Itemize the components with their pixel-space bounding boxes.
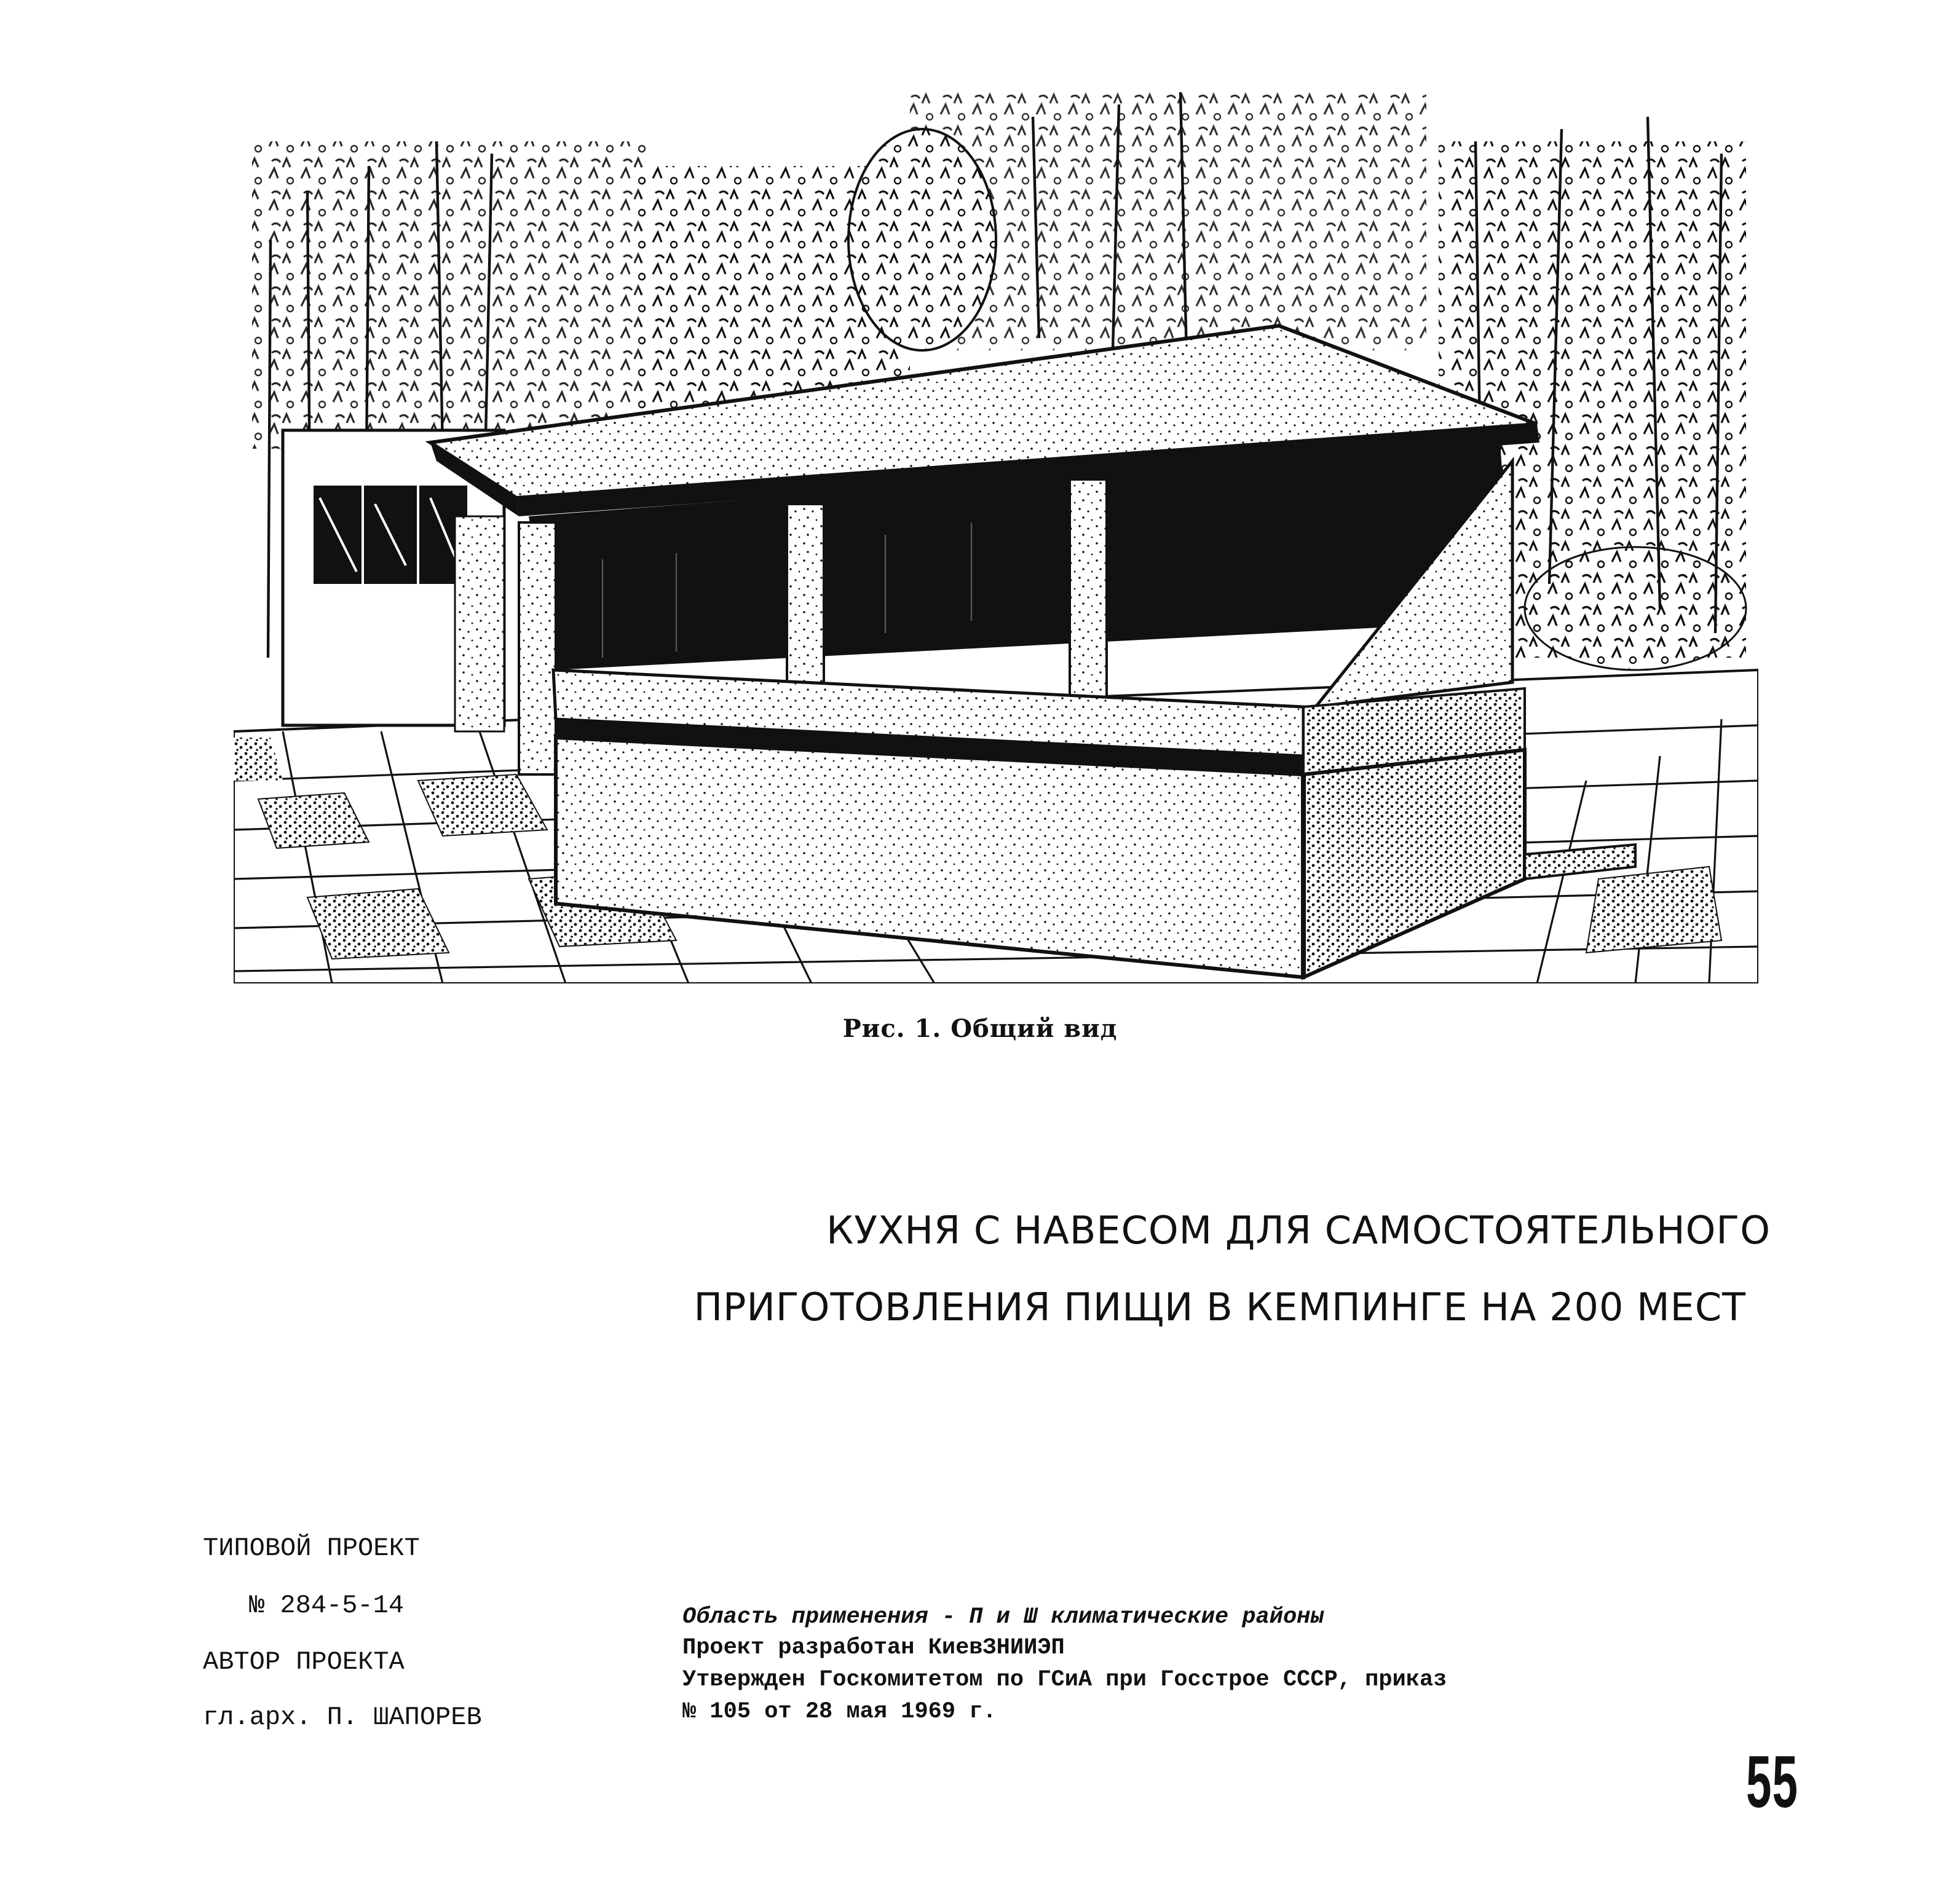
document-title-line-1: КУХНЯ С НАВЕСОМ ДЛЯ САМОСТОЯТЕЛЬНОГО (826, 1208, 1771, 1253)
info-developer: Проект разработан КиевЗНИИЭП (682, 1635, 1065, 1661)
figure-caption: Рис. 1. Общий вид (842, 1014, 1118, 1043)
canopy-pavilion (430, 326, 1635, 977)
author-name: гл.арх. П. ШАПОРЕВ (203, 1703, 482, 1732)
project-number: № 284-5-14 (249, 1591, 405, 1620)
author-label: АВТОР ПРОЕКТА (203, 1647, 405, 1677)
info-application-area: Область применения - П и Ш климатические районы (682, 1604, 1324, 1630)
document-title-line-2: ПРИГОТОВЛЕНИЯ ПИЩИ В КЕМПИНГЕ НА 200 МЕСТ (694, 1285, 1746, 1330)
info-order-date: № 105 от 28 мая 1969 г. (682, 1699, 997, 1725)
info-approval: Утвержден Госкомитетом по ГСиА при Госстрое СССР, приказ (682, 1667, 1447, 1693)
building-perspective-illustration (234, 92, 1758, 983)
project-type-label: ТИПОВОЙ ПРОЕКТ (203, 1534, 420, 1563)
page-number: 55 (1746, 1741, 1799, 1823)
